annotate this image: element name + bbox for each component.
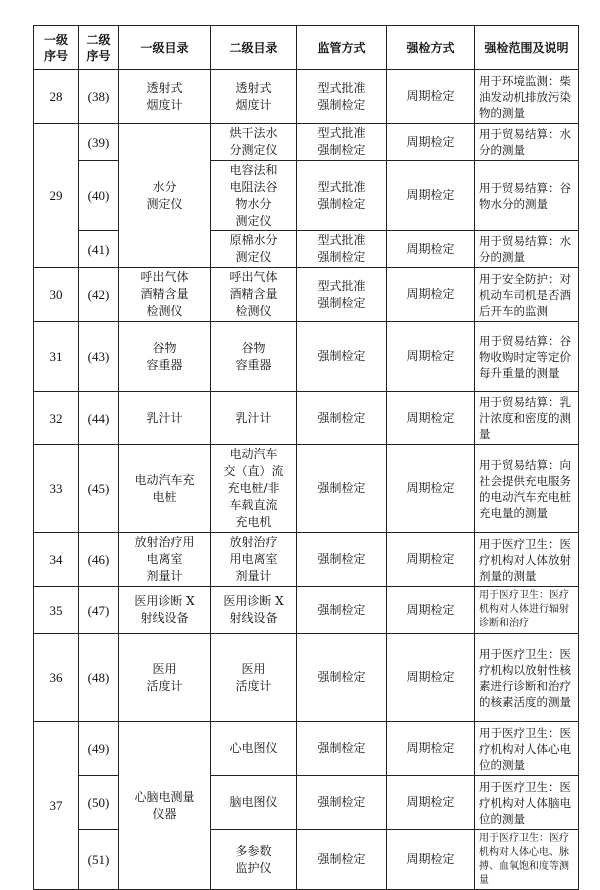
table-row: [34, 161, 579, 231]
scope-description: 用于贸易结算：水分的测量: [475, 124, 579, 161]
level2-catalog: 心电图仪: [211, 722, 297, 776]
level2-catalog: 放射治疗 用电离室 剂量计: [211, 533, 297, 587]
table-row: [34, 634, 579, 722]
level2-no: (41): [79, 231, 119, 268]
table-row: [34, 392, 579, 445]
scope-description: 用于医疗卫生：医疗机构以放射性核素进行诊断和治疗的核素活度的测量: [475, 634, 579, 722]
supervision-method: 强制检定: [297, 533, 387, 587]
level2-no: (48): [79, 634, 119, 722]
level2-no: (42): [79, 268, 119, 322]
table-row: [34, 268, 579, 322]
level2-catalog: 医用诊断 X 射线设备: [211, 587, 297, 634]
scope-description: 用于贸易结算：水分的测量: [475, 231, 579, 268]
header-row: [34, 26, 579, 70]
inspection-method: 周期检定: [387, 231, 475, 268]
level2-no: (40): [79, 161, 119, 231]
scope-description: 用于贸易结算：向社会提供充电服务的电动汽车充电桩充电量的测量: [475, 445, 579, 533]
supervision-method: 强制检定: [297, 392, 387, 445]
level1-catalog: 谷物 容重器: [119, 322, 211, 392]
level1-no: 33: [34, 445, 79, 533]
supervision-method: 型式批准 强制检定: [297, 124, 387, 161]
table-row: [34, 124, 579, 161]
table-row: [34, 231, 579, 268]
inspection-method: 周期检定: [387, 533, 475, 587]
level1-catalog: 水分 测定仪: [119, 124, 211, 268]
header-level1-catalog: 一级目录: [119, 26, 211, 70]
level2-catalog: 烘干法水 分测定仪: [211, 124, 297, 161]
supervision-method: 强制检定: [297, 634, 387, 722]
scope-description: 用于安全防护：对机动车司机是否酒后开车的监测: [475, 268, 579, 322]
measuring-instruments-table: [33, 25, 579, 890]
level2-no: (46): [79, 533, 119, 587]
inspection-method: 周期检定: [387, 124, 475, 161]
scope-description: 用于医疗卫生：医疗机构对人体放射剂量的测量: [475, 533, 579, 587]
level1-no: 28: [34, 70, 79, 124]
inspection-method: 周期检定: [387, 392, 475, 445]
header-supervision: 监管方式: [297, 26, 387, 70]
supervision-method: 型式批准 强制检定: [297, 70, 387, 124]
table-row: [34, 776, 579, 830]
table-row: [34, 830, 579, 890]
header-level2-no: 二级 序号: [79, 26, 119, 70]
level1-no: 37: [34, 722, 79, 890]
scope-description: 用于医疗卫生：医疗机构对人体进行辐射诊断和治疗: [475, 587, 579, 634]
level2-no: (49): [79, 722, 119, 776]
scope-description: 用于环境监测：柴油发动机排放污染物的测量: [475, 70, 579, 124]
inspection-method: 周期检定: [387, 722, 475, 776]
level1-catalog: 医用诊断 X 射线设备: [119, 587, 211, 634]
level2-catalog: 呼出气体 酒精含量 检测仪: [211, 268, 297, 322]
level2-catalog: 乳汁计: [211, 392, 297, 445]
table-row: [34, 533, 579, 587]
header-inspection: 强检方式: [387, 26, 475, 70]
inspection-method: 周期检定: [387, 587, 475, 634]
level2-no: (44): [79, 392, 119, 445]
level1-catalog: 呼出气体 酒精含量 检测仪: [119, 268, 211, 322]
level2-no: (39): [79, 124, 119, 161]
supervision-method: 型式批准 强制检定: [297, 268, 387, 322]
inspection-method: 周期检定: [387, 776, 475, 830]
supervision-method: 强制检定: [297, 587, 387, 634]
level1-catalog: 放射治疗用 电离室 剂量计: [119, 533, 211, 587]
level1-catalog: 乳汁计: [119, 392, 211, 445]
level2-catalog: 脑电图仪: [211, 776, 297, 830]
level2-no: (38): [79, 70, 119, 124]
supervision-method: 强制检定: [297, 776, 387, 830]
table-row: [34, 445, 579, 533]
level2-no: (43): [79, 322, 119, 392]
level2-no: (51): [79, 830, 119, 890]
header-level2-catalog: 二级目录: [211, 26, 297, 70]
scope-description: 用于医疗卫生：医疗机构对人体脑电位的测量: [475, 776, 579, 830]
level1-no: 31: [34, 322, 79, 392]
level2-catalog: 原棉水分 测定仪: [211, 231, 297, 268]
level2-catalog: 医用 活度计: [211, 634, 297, 722]
level1-no: 36: [34, 634, 79, 722]
inspection-method: 周期检定: [387, 268, 475, 322]
inspection-method: 周期检定: [387, 634, 475, 722]
scope-description: 用于贸易结算：谷物水分的测量: [475, 161, 579, 231]
inspection-method: 周期检定: [387, 161, 475, 231]
supervision-method: 强制检定: [297, 722, 387, 776]
header-level1-no: 一级 序号: [34, 26, 79, 70]
level2-catalog: 电容法和 电阻法谷 物水分 测定仪: [211, 161, 297, 231]
inspection-method: 周期检定: [387, 322, 475, 392]
table-row: [34, 322, 579, 392]
scope-description: 用于医疗卫生：医疗机构对人体心电位的测量: [475, 722, 579, 776]
supervision-method: 强制检定: [297, 830, 387, 890]
scope-description: 用于贸易结算：乳汁浓度和密度的测量: [475, 392, 579, 445]
scope-description: 用于贸易结算：谷物收购时定等定价每升重量的测量: [475, 322, 579, 392]
level2-no: (50): [79, 776, 119, 830]
level1-catalog: 电动汽车充 电桩: [119, 445, 211, 533]
level1-catalog: 医用 活度计: [119, 634, 211, 722]
header-scope: 强检范围及说明: [475, 26, 579, 70]
inspection-method: 周期检定: [387, 830, 475, 890]
table-row: [34, 587, 579, 634]
level1-no: 30: [34, 268, 79, 322]
supervision-method: 强制检定: [297, 322, 387, 392]
level2-catalog: 多参数 监护仪: [211, 830, 297, 890]
inspection-method: 周期检定: [387, 70, 475, 124]
level2-catalog: 电动汽车 交（直）流 充电桩/非 车载直流 充电机: [211, 445, 297, 533]
scope-description: 用于医疗卫生：医疗机构对人体心电、脉搏、血氧饱和度等测量: [475, 830, 579, 890]
level2-catalog: 谷物 容重器: [211, 322, 297, 392]
level2-no: (47): [79, 587, 119, 634]
table-row: [34, 722, 579, 776]
inspection-method: 周期检定: [387, 445, 475, 533]
supervision-method: 型式批准 强制检定: [297, 231, 387, 268]
level1-no: 29: [34, 124, 79, 268]
level2-catalog: 透射式 烟度计: [211, 70, 297, 124]
table-row: [34, 70, 579, 124]
supervision-method: 强制检定: [297, 445, 387, 533]
supervision-method: 型式批准 强制检定: [297, 161, 387, 231]
level1-catalog: 心脑电测量 仪器: [119, 722, 211, 890]
level1-catalog: 透射式 烟度计: [119, 70, 211, 124]
level1-no: 32: [34, 392, 79, 445]
level2-no: (45): [79, 445, 119, 533]
level1-no: 34: [34, 533, 79, 587]
level1-no: 35: [34, 587, 79, 634]
